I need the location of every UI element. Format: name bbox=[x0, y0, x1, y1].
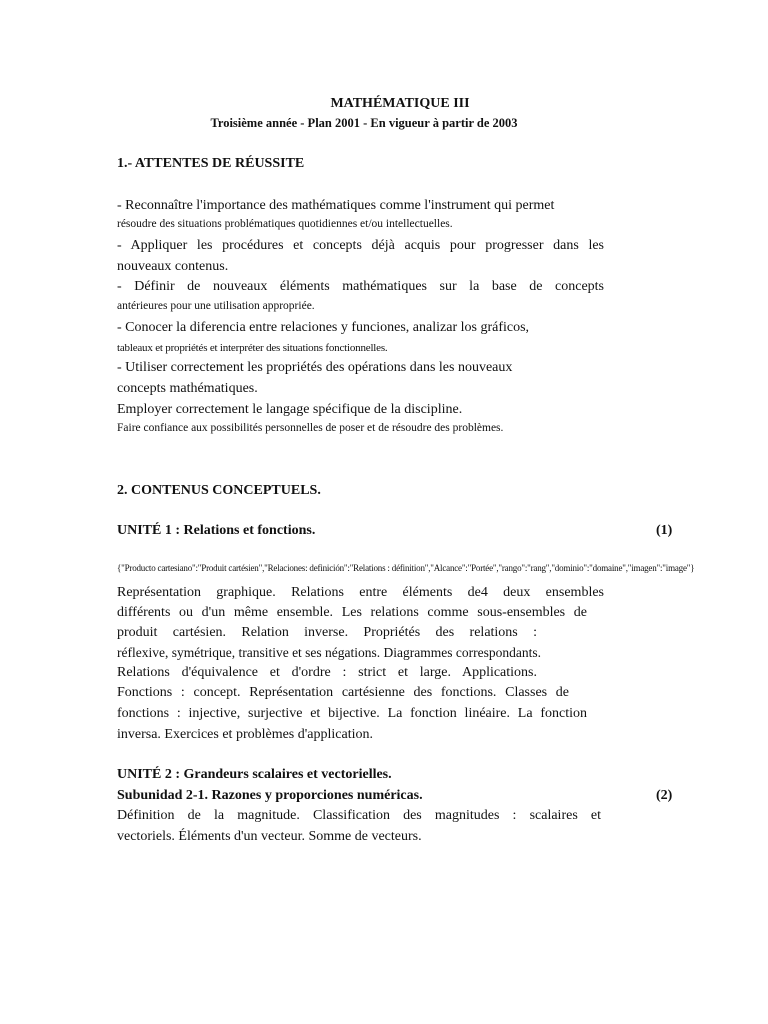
unit-1-line-7: fonctions : injective, surjective et bijective. La fonction linéaire. La fonction bbox=[117, 706, 587, 721]
expectation-line-10: concepts mathématiques. bbox=[117, 381, 258, 396]
expectation-line-5: - Définir de nouveaux éléments mathématiques sur la base de concepts bbox=[117, 279, 604, 294]
unit-2-line-1: Définition de la magnitude. Classification des magnitudes : scalaires et bbox=[117, 808, 601, 823]
unit-2-title: UNITÉ 2 : Grandeurs scalaires et vectorielles. bbox=[117, 767, 392, 782]
unit-1-line-5: Relations d'équivalence et d'ordre : strict et large. Applications. bbox=[117, 665, 537, 680]
expectation-line-2: résoudre des situations problématiques quotidiennes et/ou intellectuelles. bbox=[117, 218, 453, 230]
unit-1-line-2: différents ou d'un même ensemble. Les relations comme sous-ensembles de bbox=[117, 605, 587, 620]
expectation-line-6: antérieures pour une utilisation appropriée. bbox=[117, 300, 315, 312]
section-2-heading: 2. CONTENUS CONCEPTUELS. bbox=[117, 483, 321, 498]
unit-1-line-1: Représentation graphique. Relations entre éléments de4 deux ensembles bbox=[117, 585, 604, 600]
unit-1-glossary: {"Producto cartesiano":"Produit cartésien","Relaciones: definición":"Relations : définition","Alcance":"Portée","rango":"rang","dominio":"domaine","imagen":"image"} bbox=[117, 563, 695, 573]
expectation-line-3: - Appliquer les procédures et concepts déjà acquis pour progresser dans les bbox=[117, 238, 604, 253]
expectation-line-7: - Conocer la diferencia entre relaciones y funciones, analizar los gráficos, bbox=[117, 320, 530, 335]
expectation-line-1: - Reconnaître l'importance des mathématiques comme l'instrument qui permet bbox=[117, 198, 555, 213]
expectation-line-4: nouveaux contenus. bbox=[117, 259, 229, 274]
document-subtitle: Troisième année - Plan 2001 - En vigueur à partir de 2003 bbox=[210, 116, 518, 130]
document-title: MATHÉMATIQUE III bbox=[330, 96, 470, 111]
unit-1-number: (1) bbox=[656, 523, 673, 538]
expectation-line-12: Faire confiance aux possibilités personnelles de poser et de résoudre des problèmes. bbox=[117, 422, 504, 434]
unit-2-subtitle: Subunidad 2-1. Razones y proporciones numéricas. bbox=[117, 788, 423, 803]
expectation-line-8: tableaux et propriétés et interpréter des situations fonctionnelles. bbox=[117, 342, 388, 354]
section-1-heading: 1.- ATTENTES DE RÉUSSITE bbox=[117, 156, 305, 171]
unit-1-title: UNITÉ 1 : Relations et fonctions. bbox=[117, 523, 316, 538]
unit-1-line-8: inversa. Exercices et problèmes d'application. bbox=[117, 727, 373, 742]
unit-1-line-4: réflexive, symétrique, transitive et ses négations. Diagrammes correspondants. bbox=[117, 645, 541, 660]
expectation-line-9: - Utiliser correctement les propriétés des opérations dans les nouveaux bbox=[117, 360, 513, 375]
unit-2-number: (2) bbox=[656, 788, 673, 803]
unit-1-line-6: Fonctions : concept. Représentation cartésienne des fonctions. Classes de bbox=[117, 685, 569, 700]
unit-2-line-2: vectoriels. Éléments d'un vecteur. Somme de vecteurs. bbox=[117, 829, 422, 844]
unit-1-line-3: produit cartésien. Relation inverse. Propriétés des relations : bbox=[117, 625, 537, 640]
expectation-line-11: Employer correctement le langage spécifique de la discipline. bbox=[117, 402, 463, 417]
